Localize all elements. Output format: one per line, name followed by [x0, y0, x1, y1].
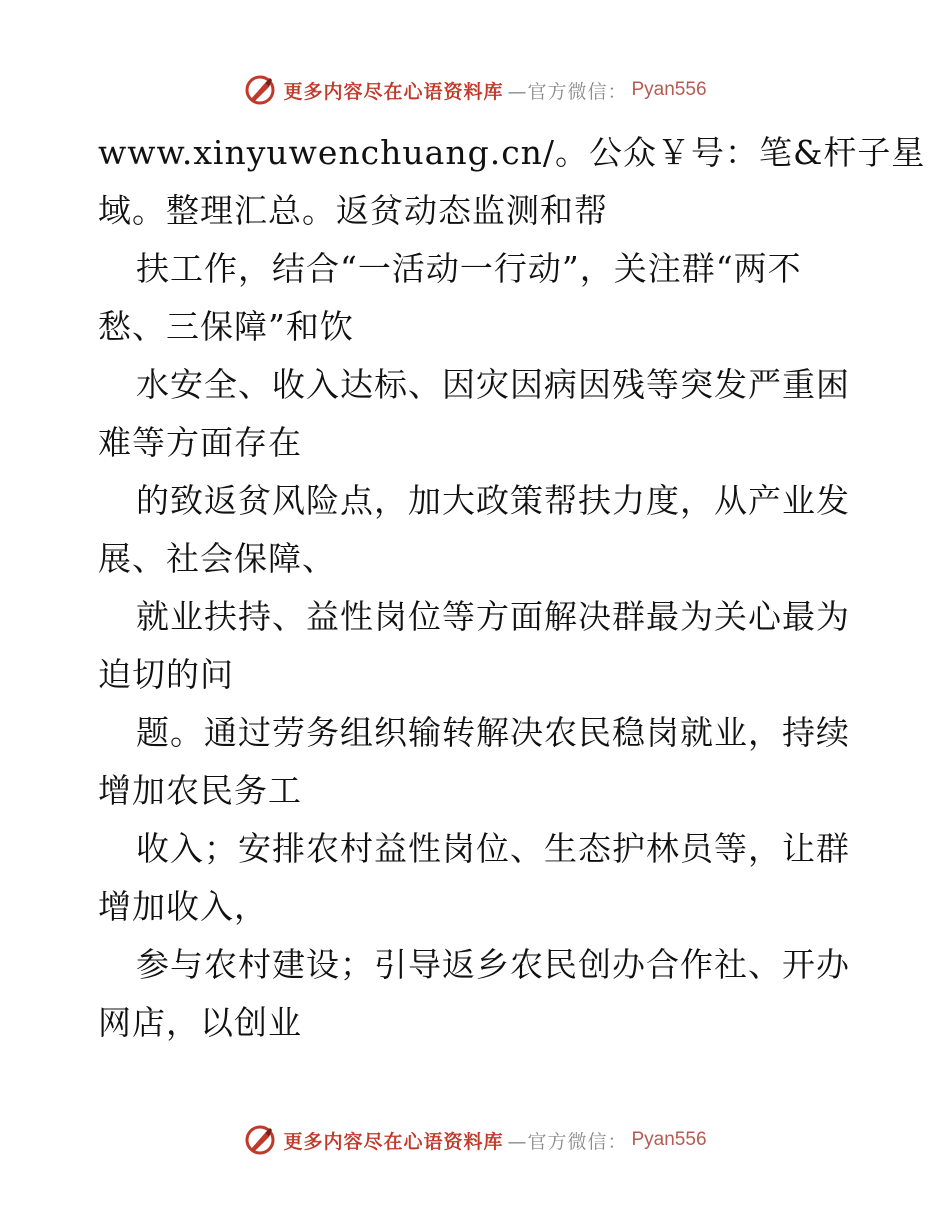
body-line-9: 就业扶持、益性岗位等方面解决群最为关心最为: [136, 597, 850, 636]
body-line-4: 愁、三保障”和饮: [98, 307, 354, 346]
watermark-separator-text: —官方微信：: [507, 80, 628, 103]
watermark-wechat-id: Pyan556: [631, 1129, 707, 1150]
body-line-7: 的致返贫风险点，加大政策帮扶力度，从产业发: [136, 481, 850, 520]
pen-nib-logo-icon: [243, 1123, 277, 1157]
watermark-main-text: 更多内容尽在心语资料库: [283, 80, 504, 103]
body-line-5: 水安全、收入达标、因灾因病因残等突发严重困: [136, 365, 850, 404]
body-line-2: 域。整理汇总。返贫动态监测和帮: [98, 191, 608, 230]
watermark-wechat-id: Pyan556: [631, 79, 707, 100]
footer-watermark: [0, 1120, 950, 1160]
body-line-1: www.xinyuwenchuang.cn/。公众￥号：笔&杆子星: [98, 133, 926, 172]
watermark-separator-text: —官方微信：: [507, 1130, 628, 1153]
body-line-16: 网店，以创业: [98, 1003, 302, 1042]
body-line-14: 增加收入，: [98, 887, 268, 926]
header-watermark: [0, 70, 950, 110]
body-line-6: 难等方面存在: [98, 423, 302, 462]
pen-nib-logo-icon: [243, 73, 277, 107]
body-line-13: 收入；安排农村益性岗位、生态护林员等，让群: [136, 829, 850, 868]
body-line-8: 展、社会保障、: [98, 539, 336, 578]
body-line-12: 增加农民务工: [98, 771, 302, 810]
watermark-main-text: 更多内容尽在心语资料库: [283, 1130, 504, 1153]
body-line-15: 参与农村建设；引导返乡农民创办合作社、开办: [136, 945, 850, 984]
body-line-3: 扶工作，结合“一活动一行动”，关注群“两不: [136, 249, 802, 288]
body-line-10: 迫切的问: [98, 655, 234, 694]
body-line-11: 题。通过劳务组织输转解决农民稳岗就业，持续: [136, 713, 850, 752]
document-body: [98, 124, 926, 1052]
